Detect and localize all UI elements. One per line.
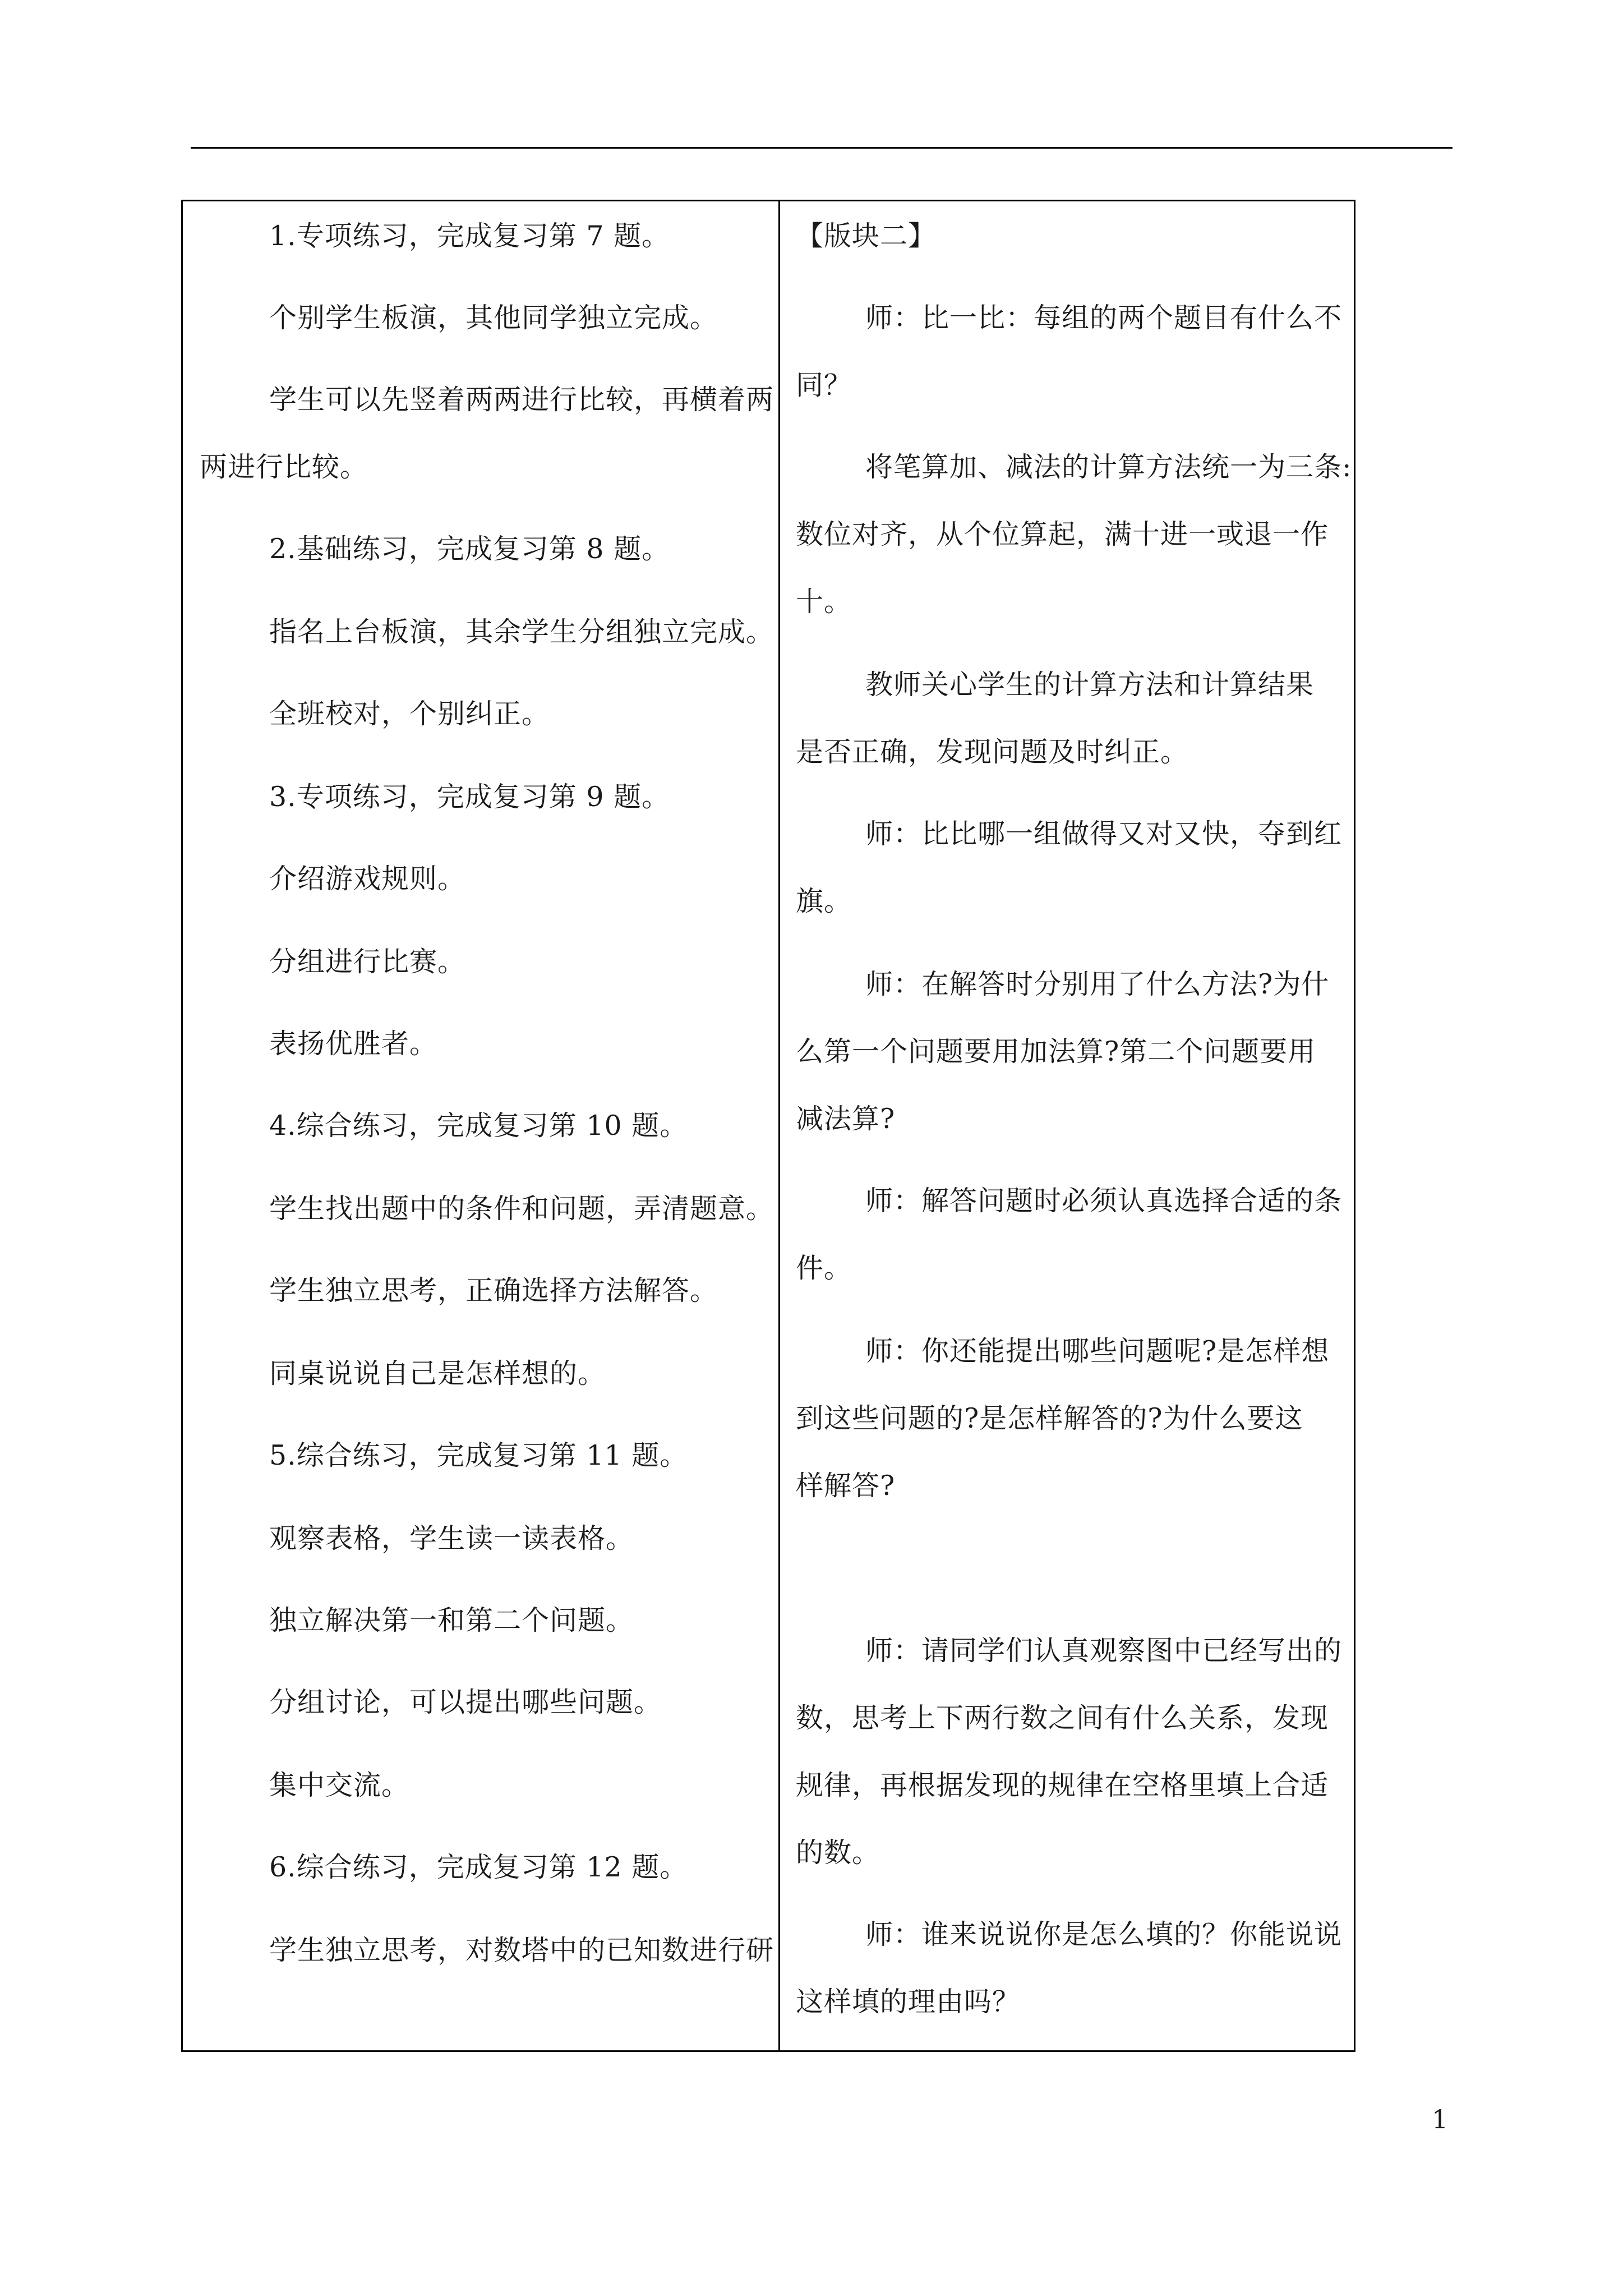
text-line: 同？	[796, 369, 852, 401]
lesson-table	[181, 200, 1355, 2052]
text-line: 分组进行比赛。	[269, 946, 466, 978]
text-line: 学生独立思考，正确选择方法解答。	[269, 1274, 718, 1306]
section-heading: 【版块二】	[796, 220, 937, 252]
text-line: 数位对齐，从个位算起，满十进一或退一作	[796, 518, 1329, 550]
text-line: 1.专项练习，完成复习第 7 题。	[269, 220, 670, 252]
text-line: 师：请同学们认真观察图中已经写出的	[865, 1635, 1343, 1667]
text-line: 师：在解答时分别用了什么方法?为什	[865, 968, 1330, 1000]
text-line: 个别学生板演，其他同学独立完成。	[269, 302, 718, 334]
text-line: 数，思考上下两行数之间有什么关系，发现	[796, 1702, 1329, 1734]
text-line: 集中交流。	[269, 1769, 410, 1801]
text-line: 介绍游戏规则。	[269, 863, 466, 895]
text-line: 这样填的理由吗？	[796, 1986, 1021, 2018]
text-line: 十。	[796, 586, 852, 618]
text-line: 么第一个问题要用加法算?第二个问题要用	[796, 1036, 1316, 1068]
text-line: 师：解答问题时必须认真选择合适的条	[865, 1185, 1343, 1217]
text-line: 的数。	[796, 1837, 880, 1869]
column-divider	[778, 201, 780, 2050]
text-line: 件。	[796, 1252, 852, 1284]
text-line: 样解答?	[796, 1470, 896, 1502]
text-line: 指名上台板演，其余学生分组独立完成。	[269, 616, 774, 648]
text-line: 师：你还能提出哪些问题呢?是怎样想	[865, 1335, 1330, 1367]
text-line: 全班校对，个别纠正。	[269, 698, 550, 730]
text-line: 3.专项练习，完成复习第 9 题。	[269, 781, 670, 813]
text-line: 规律，再根据发现的规律在空格里填上合适	[796, 1769, 1329, 1801]
text-line: 6.综合练习，完成复习第 12 题。	[269, 1851, 688, 1883]
text-line: 4.综合练习，完成复习第 10 题。	[269, 1110, 688, 1142]
text-line: 同桌说说自己是怎样想的。	[269, 1358, 606, 1389]
text-line: 学生可以先竖着两两进行比较，再横着两	[269, 384, 774, 416]
header-rule	[191, 147, 1453, 149]
text-line: 减法算?	[796, 1103, 896, 1135]
text-line: 分组讨论，可以提出哪些问题。	[269, 1686, 662, 1718]
text-line: 师：比一比：每组的两个题目有什么不	[865, 302, 1343, 334]
text-line: 到这些问题的?是怎样解答的?为什么要这	[796, 1402, 1303, 1434]
text-line: 教师关心学生的计算方法和计算结果	[865, 669, 1315, 701]
text-line: 师：谁来说说你是怎么填的？你能说说	[865, 1918, 1343, 1950]
text-line: 将笔算加、减法的计算方法统一为三条:	[865, 451, 1352, 483]
text-line: 2.基础练习，完成复习第 8 题。	[269, 533, 670, 565]
text-line: 两进行比较。	[200, 451, 368, 483]
text-line: 表扬优胜者。	[269, 1028, 438, 1060]
text-line: 独立解决第一和第二个问题。	[269, 1604, 634, 1636]
text-line: 师：比比哪一组做得又对又快，夺到红	[865, 818, 1343, 850]
text-line: 是否正确，发现问题及时纠正。	[796, 736, 1189, 768]
text-line: 观察表格，学生读一读表格。	[269, 1522, 634, 1554]
page-number: 1	[1432, 2104, 1449, 2134]
text-line: 学生独立思考，对数塔中的已知数进行研	[269, 1934, 774, 1966]
text-line: 旗。	[796, 885, 852, 917]
text-line: 学生找出题中的条件和问题，弄清题意。	[269, 1193, 774, 1225]
text-line: 5.综合练习，完成复习第 11 题。	[269, 1439, 688, 1471]
